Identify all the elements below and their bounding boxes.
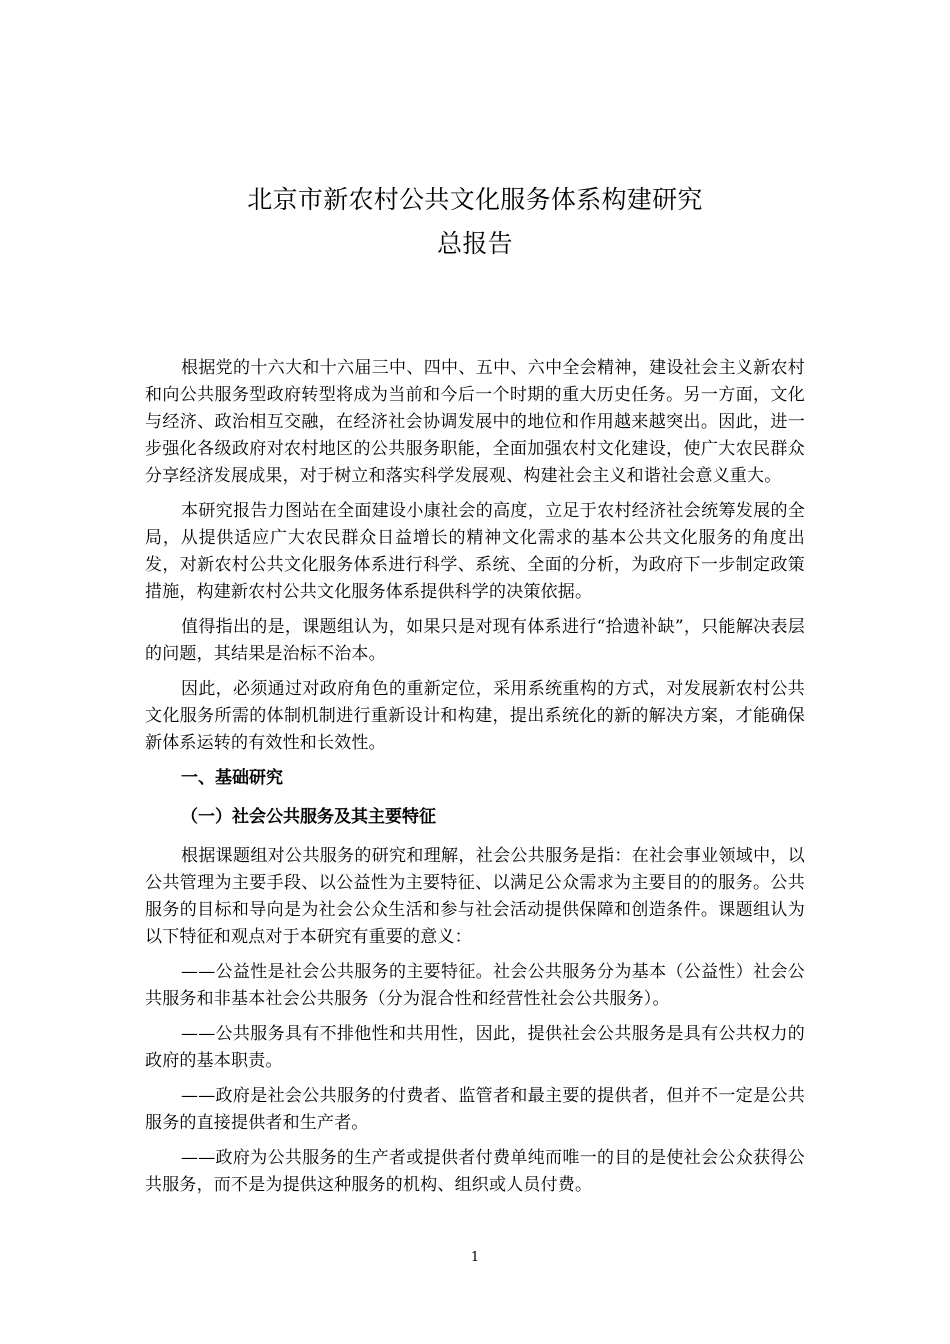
subsection-heading: （一）社会公共服务及其主要特征 <box>181 807 436 827</box>
paragraph: ——公益性是社会公共服务的主要特征。社会公共服务分为基本（公益性）社会公共服务和非基本社会公共服务（分为混合性和经营性社会公共服务）。 <box>145 962 805 1009</box>
section-heading: 一、基础研究 <box>181 768 283 788</box>
document-title <box>0 178 950 266</box>
title-line-sub: 总报告 <box>437 229 513 258</box>
paragraph: ——政府是社会公共服务的付费者、监管者和最主要的提供者，但并不一定是公共服务的直接提供者和生产者。 <box>145 1086 805 1133</box>
paragraph: 因此，必须通过对政府角色的重新定位，采用系统重构的方式，对发展新农村公共文化服务所需的体制机制进行重新设计和构建，提出系统化的新的解决方案，才能确保新体系运转的有效性和长效性。 <box>145 679 805 753</box>
page-number: 1 <box>470 1250 480 1265</box>
paragraph: 值得指出的是，课题组认为，如果只是对现有体系进行“拾遗补缺”，只能解决表层的问题，其结果是治标不治本。 <box>145 617 805 664</box>
paragraph: 根据课题组对公共服务的研究和理解，社会公共服务是指：在社会事业领域中，以公共管理为主要手段、以公益性为主要特征、以满足公众需求为主要目的的服务。公共服务的目标和导向是为社会公众生活和参与社会活动提供保障和创造条件。课题组认为以下特征和观点对于本研究有重要的意义： <box>145 846 805 947</box>
title-line-main: 北京市新农村公共文化服务体系构建研究 <box>247 185 703 214</box>
paragraph: 根据党的十六大和十六届三中、四中、五中、六中全会精神，建设社会主义新农村和向公共服务型政府转型将成为当前和今后一个时期的重大历史任务。另一方面，文化与经济、政治相互交融，在经济社会协调发展中的地位和作用越来越突出。因此，进一步强化各级政府对农村地区的公共服务职能，全面加强农村文化建设，使广大农民群众分享经济发展成果，对于树立和落实科学发展观、构建社会主义和谐社会意义重大。 <box>145 358 805 486</box>
paragraph: 本研究报告力图站在全面建设小康社会的高度，立足于农村经济社会统筹发展的全局，从提供适应广大农民群众日益增长的精神文化需求的基本公共文化服务的角度出发，对新农村公共文化服务体系进行科学、系统、全面的分析，为政府下一步制定政策措施，构建新农村公共文化服务体系提供科学的决策依据。 <box>145 501 805 602</box>
paragraph: ——政府为公共服务的生产者或提供者付费单纯而唯一的目的是使社会公众获得公共服务，而不是为提供这种服务的机构、组织或人员付费。 <box>145 1148 805 1195</box>
paragraph: ——公共服务具有不排他性和共用性，因此，提供社会公共服务是具有公共权力的政府的基本职责。 <box>145 1024 805 1071</box>
document-body <box>145 355 805 1207</box>
